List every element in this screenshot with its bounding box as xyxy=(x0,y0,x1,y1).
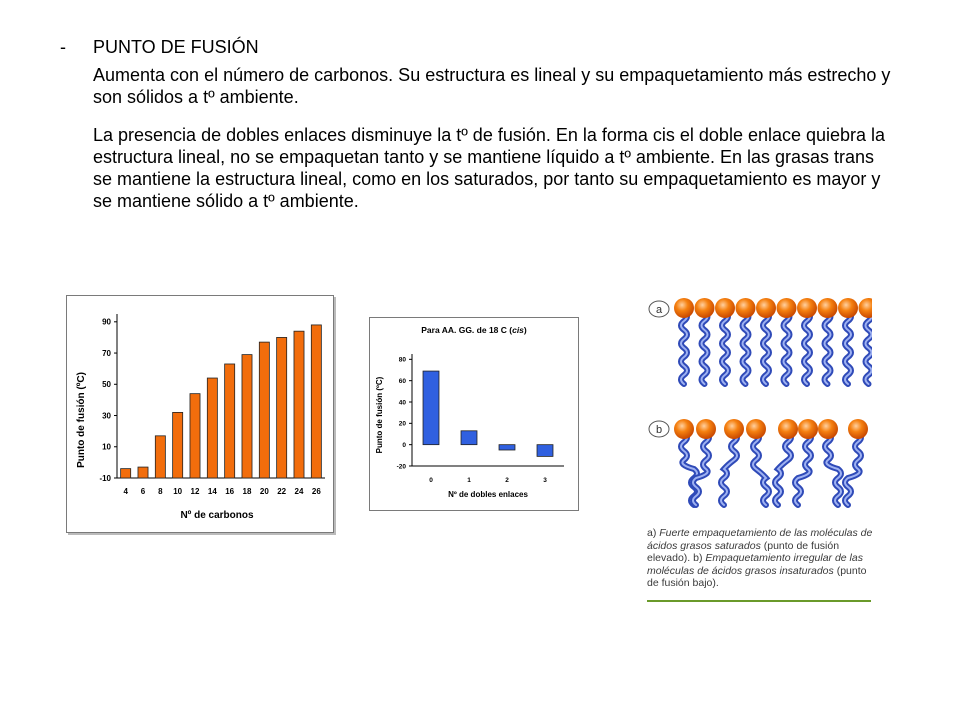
polar-head xyxy=(818,419,838,439)
carbon-chart-x-label: Nº de carbonos xyxy=(180,510,254,521)
polar-head xyxy=(696,419,716,439)
polar-head xyxy=(746,419,766,439)
paragraph-double-bonds: La presencia de dobles enlaces disminuye la tº de fusión. En la forma cis el doble enlace quiebra la estructura lineal, no se empaquetan tanto y se mantiene líquido a tº ambiente. En las grasas trans se mantiene la estructura lineal, como en los saturados, por tanto su empaquetamiento es mayor y se mantiene sólido a tº ambiente. xyxy=(93,125,886,211)
c1-bar xyxy=(207,378,217,478)
c1-bar xyxy=(277,337,287,478)
c1-x-tick-label: 22 xyxy=(277,487,287,496)
double-bond-chart-title-cis: cis xyxy=(512,325,524,335)
c1-bar xyxy=(138,467,148,478)
c1-bar xyxy=(225,364,235,478)
label-b-text: b xyxy=(655,424,663,436)
paragraph-carbon-number: Aumenta con el número de carbonos. Su estructura es lineal y su empaquetamiento más estrecho y son sólidos a tº ambiente. xyxy=(93,65,891,107)
c2-x-tick-label: 1 xyxy=(467,477,471,484)
fatty-acid-tail-highlight xyxy=(753,433,769,505)
c1-bar xyxy=(311,325,321,478)
caption-a-text: Fuerte empaquetamiento de las moléculas de ácidos grasos saturados xyxy=(647,527,873,552)
polar-head xyxy=(724,419,744,439)
c1-y-tick-label: 70 xyxy=(102,348,111,358)
carbon-chart xyxy=(66,295,334,533)
c2-bar xyxy=(423,371,439,445)
polar-head xyxy=(756,298,776,318)
c2-bar xyxy=(461,431,477,445)
c2-bar xyxy=(537,445,553,457)
c1-bar xyxy=(155,436,165,478)
polar-head xyxy=(674,298,694,318)
carbon-chart-y-label: Punto de fusión (ºC) xyxy=(76,372,87,468)
polar-head xyxy=(848,419,868,439)
caption-b-label: b) xyxy=(693,552,703,565)
membrane-caption xyxy=(647,527,879,590)
c1-y-tick-label: 30 xyxy=(102,411,111,421)
c1-x-tick-label: 8 xyxy=(158,487,163,496)
double-bond-chart xyxy=(369,317,579,511)
polar-head xyxy=(859,298,873,318)
caption-b-paren: (punto de fusión bajo). xyxy=(647,564,867,590)
c1-bar xyxy=(173,412,183,478)
c2-y-tick-label: -20 xyxy=(396,463,406,471)
polar-head xyxy=(818,298,838,318)
double-bond-chart-x-label: Nº de dobles enlaces xyxy=(448,490,528,499)
label-b xyxy=(649,421,669,437)
polar-head xyxy=(695,298,715,318)
c2-y-tick-label: 20 xyxy=(398,420,406,428)
c2-y-tick-label: 80 xyxy=(398,356,406,364)
polar-head xyxy=(778,419,798,439)
double-bond-chart-title-close: ) xyxy=(523,325,527,335)
polar-head xyxy=(798,419,818,439)
polar-head xyxy=(715,298,735,318)
heading-title: PUNTO DE FUSIÓN xyxy=(93,37,259,57)
c1-y-tick-label: 50 xyxy=(102,380,111,390)
c2-x-tick-label: 2 xyxy=(505,477,509,484)
c1-bar xyxy=(294,331,304,478)
caption-a-paren: (punto de fusión elevado). xyxy=(647,539,840,565)
label-a-text: a xyxy=(655,304,663,316)
caption-divider xyxy=(647,600,871,602)
polar-head xyxy=(777,298,797,318)
c1-x-tick-label: 26 xyxy=(311,487,321,496)
polar-head xyxy=(736,298,756,318)
label-a xyxy=(649,301,669,317)
c2-x-tick-label: 0 xyxy=(429,477,433,484)
double-bond-chart-y-label: Punto de fusión (ºC) xyxy=(375,376,384,454)
unsaturated-fatty-acids-row xyxy=(674,419,868,505)
polar-head xyxy=(797,298,817,318)
polar-head xyxy=(674,419,694,439)
c1-x-tick-label: 10 xyxy=(173,487,183,496)
bullet-dash: - xyxy=(60,37,66,57)
c1-y-tick-label: 90 xyxy=(102,317,111,327)
c1-x-tick-label: 14 xyxy=(207,487,217,496)
polar-head xyxy=(838,298,858,318)
c1-x-tick-label: 16 xyxy=(225,487,235,496)
section-heading xyxy=(60,36,259,58)
c2-y-tick-label: 40 xyxy=(398,399,406,407)
carbon-chart-svg xyxy=(67,296,333,532)
c1-bar xyxy=(190,394,200,478)
caption-a-label: a) xyxy=(647,527,657,539)
c1-bar xyxy=(259,342,269,478)
double-bond-chart-title xyxy=(421,325,527,335)
c2-y-tick-label: 60 xyxy=(398,377,406,385)
c1-x-tick-label: 24 xyxy=(294,487,304,496)
c1-bar xyxy=(121,469,131,478)
c1-x-tick-label: 12 xyxy=(190,487,200,496)
saturated-fatty-acids-row xyxy=(674,298,872,384)
c2-x-tick-label: 3 xyxy=(543,477,547,484)
c1-x-tick-label: 20 xyxy=(259,487,269,496)
c1-x-tick-label: 18 xyxy=(242,487,252,496)
c1-y-tick-label: -10 xyxy=(99,473,111,483)
c1-x-tick-label: 4 xyxy=(123,487,128,496)
double-bond-chart-svg xyxy=(370,318,578,510)
c1-x-tick-label: 6 xyxy=(140,487,146,496)
c2-y-tick-label: 0 xyxy=(402,441,406,449)
c2-bar xyxy=(499,445,515,450)
caption-b-text: Empaquetamiento irregular de las moléculas de ácidos grasos insaturados xyxy=(647,552,863,577)
c1-y-tick-label: 10 xyxy=(102,442,111,452)
double-bond-chart-title-text: Para AA. GG. de 18 C ( xyxy=(421,325,513,335)
c1-bar xyxy=(242,355,252,478)
